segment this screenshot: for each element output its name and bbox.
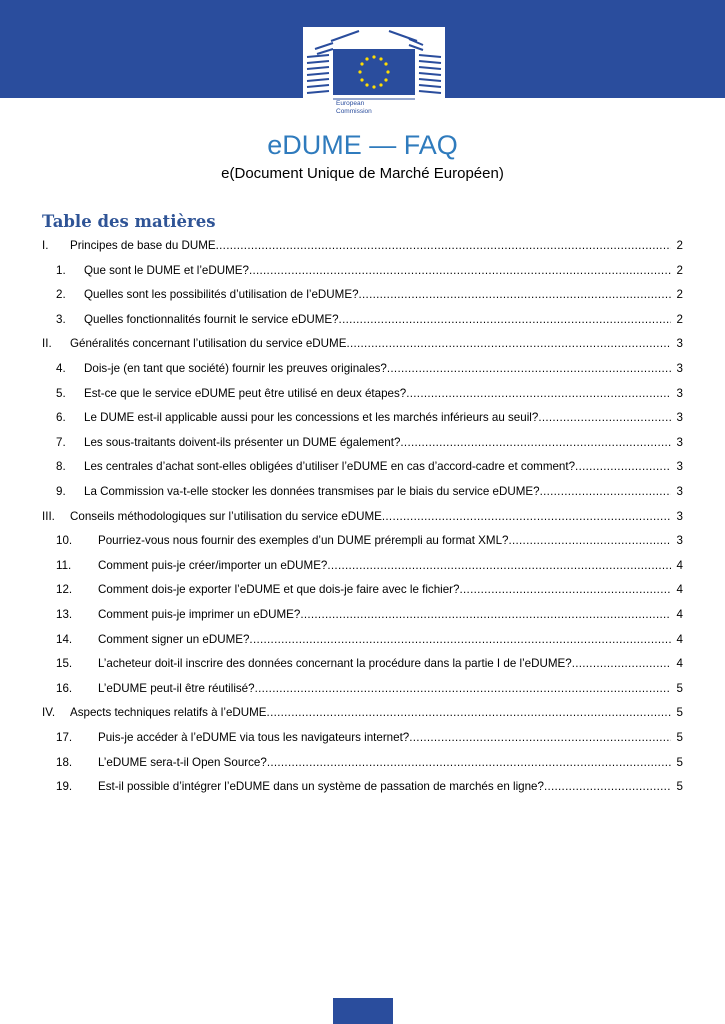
toc-entry[interactable] — [0, 779, 725, 795]
toc-entry[interactable] — [0, 410, 725, 426]
toc-leader-dots — [540, 484, 671, 500]
toc-entry-label: Comment puis-je imprimer un eDUME? — [98, 608, 301, 621]
toc-entry[interactable] — [0, 336, 725, 352]
toc-entry-number: 15. — [56, 657, 73, 671]
toc-entry[interactable] — [0, 263, 725, 279]
toc-entry[interactable] — [0, 361, 725, 377]
toc-entry-page: 2 — [676, 288, 683, 302]
toc-entry-label: Dois-je (en tant que société) fournir les preuves originales? — [84, 362, 387, 375]
toc-entry-label: Comment puis-je créer/importer un eDUME? — [98, 558, 328, 572]
toc-leader-dots — [255, 681, 671, 697]
toc-entry-page: 2 — [676, 239, 683, 252]
toc-entry-page: 4 — [676, 657, 683, 671]
toc-entry[interactable] — [0, 533, 725, 549]
toc-leader-dots — [406, 386, 671, 402]
toc-entry-number: 1. — [56, 263, 66, 277]
toc-entry-number: 18. — [56, 755, 73, 769]
logo-text-line2: Commission — [336, 108, 372, 115]
toc-entry-number: 9. — [56, 485, 66, 498]
toc-entry[interactable] — [0, 632, 725, 648]
toc-leader-dots — [249, 263, 671, 279]
toc-entry-label: La Commission va-t-elle stocker les données transmises par le biais du service eDUME? — [84, 485, 540, 498]
toc-leader-dots — [572, 656, 671, 672]
toc-entry-page: 2 — [676, 312, 683, 326]
toc-entry-label: Le DUME est-il applicable aussi pour les concessions et les marchés inférieurs au seuil? — [84, 411, 539, 425]
toc-entry-label: L’acheteur doit-il inscrire des données concernant la procédure dans la partie I de l’eDUME? — [98, 657, 572, 671]
toc-entry-label: Puis-je accéder à l’eDUME via tous les navigateurs internet? — [98, 731, 410, 744]
toc-leader-dots — [460, 582, 672, 598]
toc-entry[interactable] — [0, 681, 725, 697]
toc-entry-label: Quelles fonctionnalités fournit le service eDUME? — [84, 312, 339, 326]
toc-leader-dots — [382, 509, 671, 525]
toc-leader-dots — [249, 632, 671, 648]
toc-entry-number: 10. — [56, 534, 73, 548]
toc-entry[interactable] — [0, 730, 725, 746]
logo-text — [336, 100, 372, 116]
toc-entry-page: 4 — [676, 632, 683, 646]
toc-entry-label: Est-il possible d’intégrer l’eDUME dans un système de passation de marchés en ligne? — [98, 780, 544, 794]
toc-leader-dots — [409, 730, 671, 746]
toc-entry[interactable] — [0, 607, 725, 623]
document-title: eDUME — FAQ — [267, 130, 458, 160]
toc-leader-dots — [300, 607, 671, 623]
toc-entry-page: 5 — [676, 681, 683, 695]
footer-bar — [333, 998, 393, 1024]
toc-leader-dots — [575, 459, 671, 475]
toc-entry-number: 19. — [56, 780, 73, 794]
toc-entry-number: 4. — [56, 362, 66, 375]
toc-entry-page: 5 — [676, 780, 683, 794]
toc-entry[interactable] — [0, 459, 725, 475]
toc-entry-number: II. — [42, 337, 52, 351]
toc-entry-page: 3 — [676, 509, 683, 523]
toc-entry-number: 13. — [56, 608, 73, 621]
toc-entry-page: 5 — [676, 731, 683, 744]
toc-entry-number: 7. — [56, 435, 66, 449]
toc-entry[interactable] — [0, 435, 725, 451]
document-subtitle: e(Document Unique de Marché Européen) — [221, 165, 504, 182]
toc-entry-number: 12. — [56, 583, 73, 597]
toc-leader-dots — [387, 361, 671, 377]
toc-entry-page: 3 — [676, 386, 683, 400]
toc-leader-dots — [400, 435, 671, 451]
toc-entry-number: III. — [42, 509, 55, 523]
toc-entry-page: 2 — [676, 263, 683, 277]
toc-entry-page: 4 — [676, 608, 683, 621]
toc-entry-page: 3 — [676, 435, 683, 449]
european-commission-logo — [303, 27, 445, 121]
toc-entry-label: Les sous-traitants doivent-ils présenter un DUME également? — [84, 435, 401, 449]
toc-entry-page: 3 — [676, 362, 683, 375]
toc-entry-number: 17. — [56, 731, 73, 744]
toc-entry-number: 8. — [56, 460, 66, 474]
toc-entry-label: Est-ce que le service eDUME peut être utilisé en deux étapes? — [84, 386, 407, 400]
toc-entry[interactable] — [0, 558, 725, 574]
toc-entry-page: 3 — [676, 337, 683, 351]
toc-leader-dots — [538, 410, 671, 426]
toc-entry[interactable] — [0, 312, 725, 328]
toc-entry-label: Conseils méthodologiques sur l’utilisation du service eDUME — [70, 509, 382, 523]
toc-entry-page: 5 — [676, 755, 683, 769]
toc-entry-number: 11. — [56, 558, 72, 572]
toc-leader-dots — [508, 533, 671, 549]
toc-entry-number: 14. — [56, 632, 73, 646]
toc-leader-dots — [327, 558, 671, 574]
toc-entry-label: Quelles sont les possibilités d’utilisation de l’eDUME? — [84, 288, 359, 302]
toc-heading: Table des matières — [42, 212, 216, 231]
toc-entry[interactable] — [0, 238, 725, 254]
toc-entry-page: 4 — [676, 583, 683, 597]
toc-entry-page: 3 — [676, 534, 683, 548]
toc-entry-label: Comment dois-je exporter l’eDUME et que dois-je faire avec le fichier? — [98, 583, 460, 597]
toc-entry[interactable] — [0, 582, 725, 598]
toc-leader-dots — [346, 336, 671, 352]
toc-leader-dots — [359, 287, 671, 303]
toc-entry-label: Principes de base du DUME — [70, 239, 216, 252]
toc-entry[interactable] — [0, 755, 725, 771]
toc-leader-dots — [267, 705, 671, 721]
toc-entry[interactable] — [0, 386, 725, 402]
toc-entry[interactable] — [0, 705, 725, 721]
toc-leader-dots — [544, 779, 671, 795]
toc-entry-label: Comment signer un eDUME? — [98, 632, 250, 646]
toc-entry-label: Généralités concernant l’utilisation du service eDUME — [70, 337, 347, 351]
toc-entry-page: 3 — [676, 485, 683, 498]
toc-entry[interactable] — [0, 287, 725, 303]
toc-entry-page: 3 — [676, 411, 683, 425]
toc-entry-number: I. — [42, 239, 49, 252]
toc-entry-number: IV. — [42, 706, 56, 720]
toc-leader-dots — [267, 755, 671, 771]
toc-entry-label: L’eDUME sera-t-il Open Source? — [98, 755, 267, 769]
logo-text-line1: European — [336, 100, 365, 107]
toc-entry-page: 4 — [676, 558, 683, 572]
toc-entry[interactable] — [0, 484, 725, 500]
toc-entry[interactable] — [0, 509, 725, 525]
toc-entry-number: 3. — [56, 312, 66, 326]
toc-entry-label: Les centrales d’achat sont-elles obligées d’utiliser l’eDUME en cas d’accord-cadre et comment? — [84, 460, 576, 474]
toc-leader-dots — [339, 312, 671, 328]
toc-entry-label: Que sont le DUME et l’eDUME? — [84, 263, 249, 277]
toc-entry-number: 2. — [56, 288, 66, 302]
toc-entry-label: L’eDUME peut-il être réutilisé? — [98, 681, 255, 695]
toc-entry[interactable] — [0, 656, 725, 672]
toc-entry-number: 6. — [56, 411, 66, 425]
toc-entry-number: 16. — [56, 681, 73, 695]
toc-entry-label: Aspects techniques relatifs à l’eDUME — [70, 706, 267, 720]
toc-leader-dots — [216, 238, 671, 254]
toc-entry-page: 3 — [676, 460, 683, 474]
toc-entry-page: 5 — [676, 706, 683, 720]
toc-entry-number: 5. — [56, 386, 66, 400]
toc-entry-label: Pourriez-vous nous fournir des exemples d’un DUME prérempli au format XML? — [98, 534, 509, 548]
